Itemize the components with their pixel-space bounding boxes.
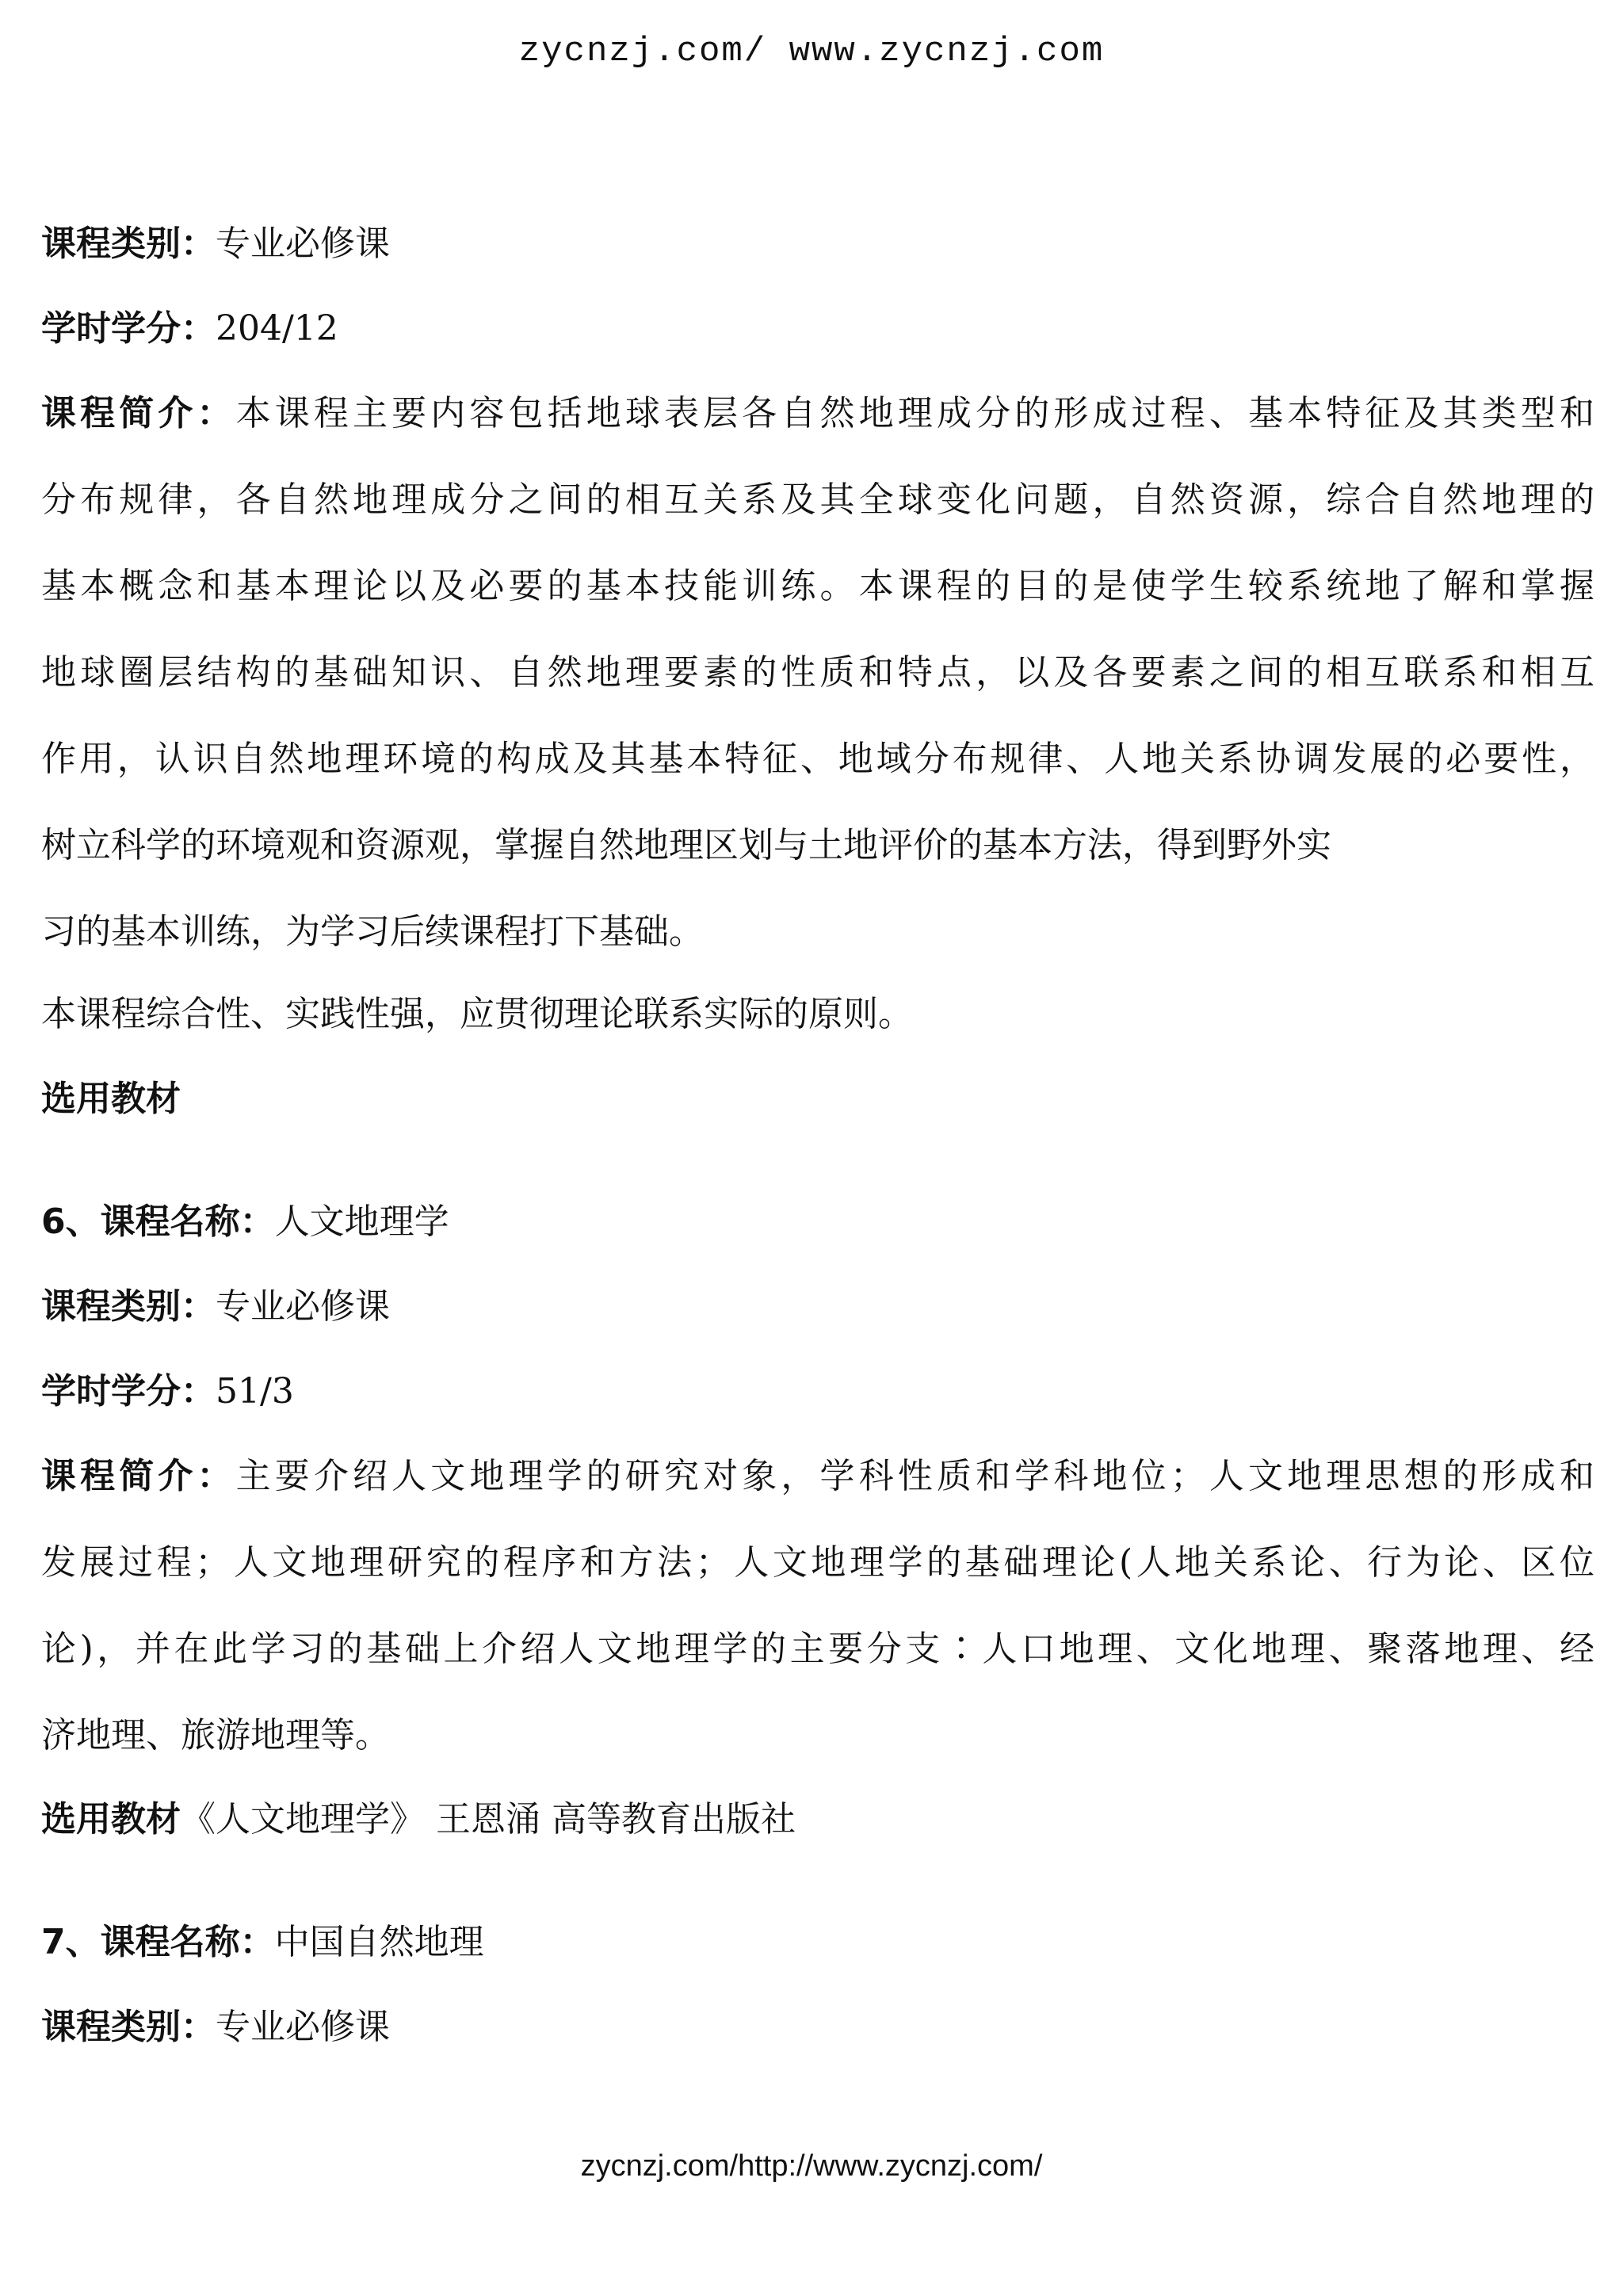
course6-intro-line-2: 发展过程；人文地理研究的程序和方法；人文地理学的基础理论(人地关系论、行为论、区位 (41, 1542, 1594, 1583)
course6-category-row (41, 1283, 390, 1331)
page-footer-watermark: zycnzj.com/http://www.zycnzj.com/ (580, 2149, 1043, 2183)
course5-intro-text: 本课程主要内容包括地球表层各自然地理成分的形成过程、基本特征及其类型和 (235, 393, 1594, 434)
course5-textbook-label: 选用教材 (41, 1079, 181, 1119)
course5-intro-line-6: 树立科学的环境观和资源观，掌握自然地理区划与土地评价的基本方法，得到野外实 (41, 825, 1331, 865)
course5-intro-line-4: 地球圈层结构的基础知识、自然地理要素的性质和特点，以及各要素之间的相互联系和相互 (41, 652, 1594, 693)
course6-textbook-value: 《人文地理学》 王恩涌 高等教育出版社 (181, 1799, 796, 1839)
course5-hours-label: 学时学分： (41, 308, 216, 349)
course7-category-label: 课程类别： (41, 2007, 216, 2047)
course6-hours-value: 51/3 (216, 1371, 294, 1412)
course7-name-value: 中国自然地理 (274, 1922, 484, 1962)
course6-intro-label: 课程简介： (41, 1456, 236, 1496)
course5-category-value: 专业必修课 (216, 223, 390, 264)
course6-intro-line-1 (41, 1453, 1594, 1500)
course6-category-label: 课程类别： (41, 1286, 216, 1327)
course7-category-row (41, 2004, 390, 2051)
course5-intro-line-1 (41, 390, 1594, 437)
course6-name-value: 人文地理学 (274, 1201, 449, 1242)
course6-textbook-row (41, 1796, 796, 1843)
course5-intro-line-8: 本课程综合性、实践性强，应贯彻理论联系实际的原则。 (41, 994, 913, 1034)
course5-intro-line-3: 基本概念和基本理论以及必要的基本技能训练。本课程的目的是使学生较系统地了解和掌握 (41, 566, 1594, 606)
course6-hours-row (41, 1368, 294, 1415)
page-header-watermark: zycnzj.com/ www.zycnzj.com (518, 32, 1105, 71)
course6-name-label: 6、课程名称： (41, 1201, 275, 1242)
course5-hours-value: 204/12 (216, 308, 338, 349)
course5-intro-line-2: 分布规律，各自然地理成分之间的相互关系及其全球变化问题，自然资源，综合自然地理的 (41, 479, 1594, 520)
course6-category-value: 专业必修课 (216, 1286, 390, 1327)
course5-intro-label: 课程简介： (41, 393, 236, 434)
course6-intro-line-4: 济地理、旅游地理等。 (41, 1715, 390, 1755)
course5-intro-line-5: 作用，认识自然地理环境的构成及其基本特征、地域分布规律、人地关系协调发展的必要性， (41, 739, 1594, 779)
course7-category-value: 专业必修课 (216, 2007, 390, 2047)
course5-hours-row (41, 305, 338, 353)
course5-category-label: 课程类别： (41, 223, 216, 264)
course5-category-row (41, 220, 390, 268)
course6-intro-line-3: 论)，并在此学习的基础上介绍人文地理学的主要分支∶人口地理、文化地理、聚落地理、经 (41, 1629, 1594, 1669)
course7-name-row (41, 1919, 484, 1966)
course6-hours-label: 学时学分： (41, 1371, 216, 1412)
course6-intro-text: 主要介绍人文地理学的研究对象，学科性质和学科地位；人文地理思想的形成和 (235, 1456, 1594, 1496)
course6-name-row (41, 1198, 449, 1246)
course6-textbook-label: 选用教材 (41, 1799, 181, 1839)
course5-intro-line-7: 习的基本训练，为学习后续课程打下基础。 (41, 911, 704, 952)
course7-name-label: 7、课程名称： (41, 1922, 275, 1962)
